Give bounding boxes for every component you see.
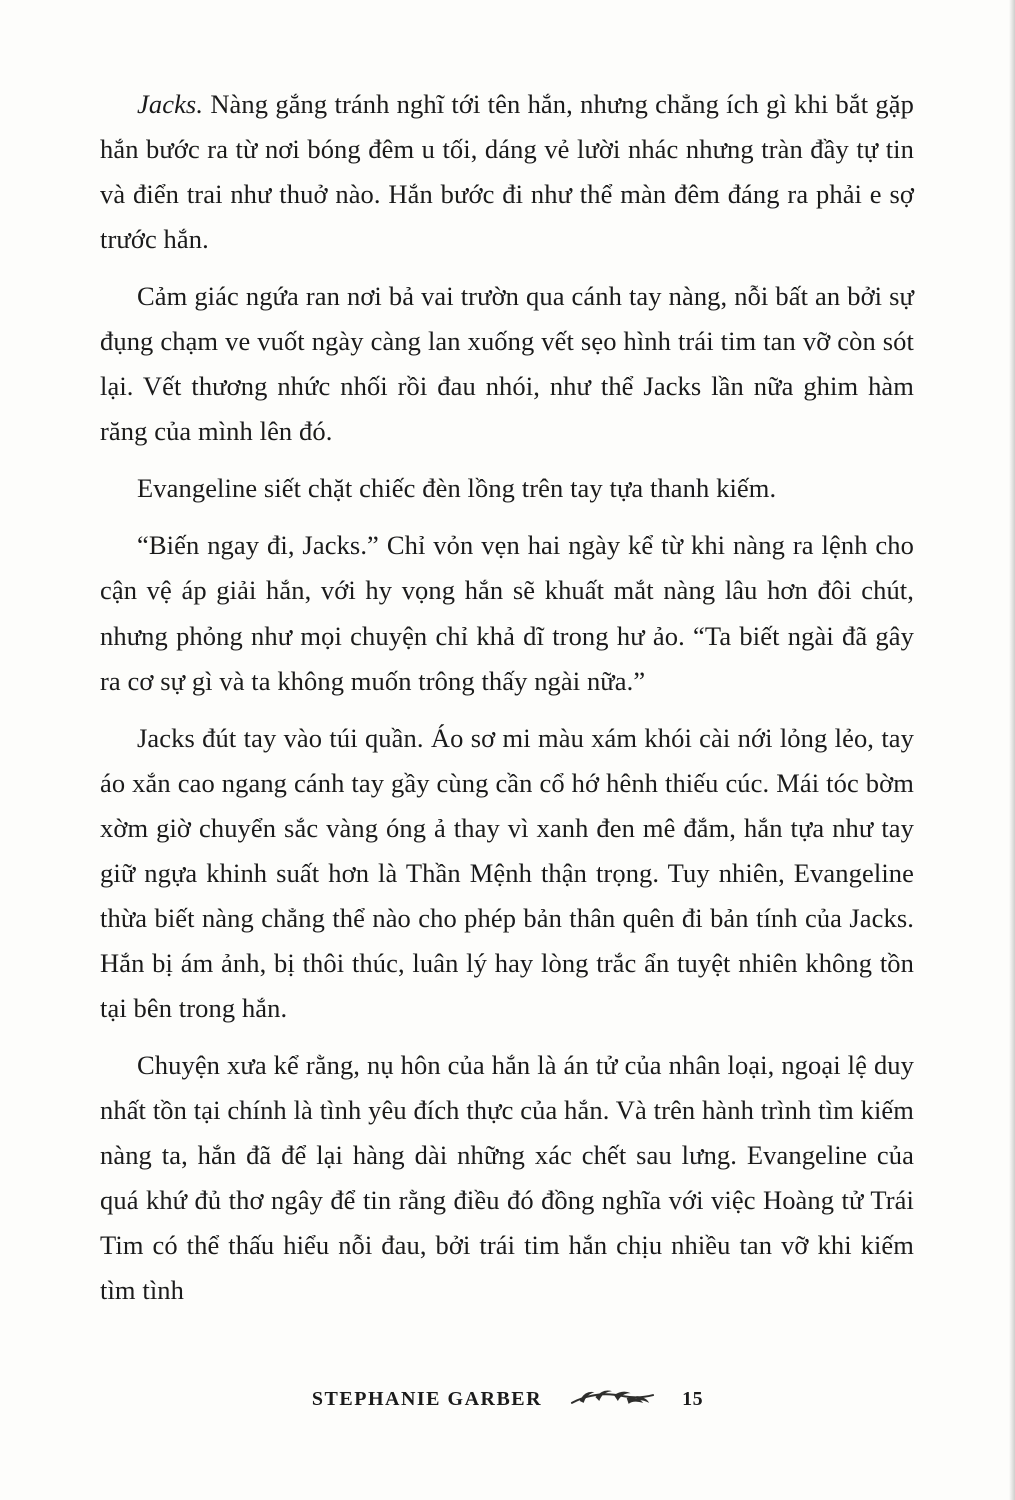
- paragraph: [100, 82, 914, 262]
- paragraph-text: Nàng gắng tránh nghĩ tới tên hắn, nhưng chẳng ích gì khi bắt gặp hắn bước ra từ nơi bóng đêm u tối, dáng vẻ lười nhác nhưng tràn đầy tự tin và điển trai như thuở nào. Hắn bước đi như thể màn đêm đáng ra phải e sợ trước hắn.: [100, 89, 914, 255]
- author-name: STEPHANIE GARBER: [311, 1387, 543, 1410]
- page-footer: [0, 1386, 1015, 1412]
- paragraph: [100, 523, 914, 703]
- leaf-flourish-icon: [568, 1386, 656, 1412]
- paragraph: [100, 274, 914, 454]
- paragraph: [100, 466, 914, 511]
- paragraph-text: Jacks đút tay vào túi quần. Áo sơ mi màu xám khói cài nới lỏng lẻo, tay áo xắn cao ngang cánh tay gầy cùng cần cổ hớ hênh thiếu cúc. Mái tóc bờm xờm giờ chuyển sắc vàng óng ả thay vì xanh đen mê đắm, hắn tựa như tay giữ ngựa khinh suất hơn là Thần Mệnh thận trọng. Tuy nhiên, Evangeline thừa biết nàng chẳng thể nào cho phép bản thân quên đi bản tính của Jacks. Hắn bị ám ảnh, bị thôi thúc, luân lý hay lòng trắc ẩn tuyệt nhiên không tồn tại bên trong hắn.: [100, 722, 914, 1023]
- paragraph-text: Evangeline siết chặt chiếc đèn lồng trên tay tựa thanh kiếm.: [137, 473, 777, 504]
- paragraph-text: Cảm giác ngứa ran nơi bả vai trườn qua cánh tay nàng, nỗi bất an bởi sự đụng chạm ve vuốt ngày càng lan xuống vết sẹo hình trái tim tan vỡ còn sót lại. Vết thương nhức nhối rồi đau nhói, như thể Jacks lần nữa ghim hàm răng của mình lên đó.: [100, 281, 914, 447]
- paragraph-text: “Biến ngay đi, Jacks.” Chỉ vỏn vẹn hai ngày kể từ khi nàng ra lệnh cho cận vệ áp giải hắn, với hy vọng hắn sẽ khuất mắt nàng lâu hơn đôi chút, nhưng phỏng như mọi chuyện chỉ khả dĩ trong hư ảo. “Ta biết ngài đã gây ra cơ sự gì và ta không muốn trông thấy ngài nữa.”: [100, 530, 914, 696]
- paragraph-text: Chuyện xưa kể rằng, nụ hôn của hắn là án tử của nhân loại, ngoại lệ duy nhất tồn tại chính là tình yêu đích thực của hắn. Và trên hành trình tìm kiếm nàng ta, hắn đã để lại hàng dài những xác chết sau lưng. Evangeline của quá khứ đủ thơ ngây để tin rằng điều đó đồng nghĩa với việc Hoàng tử Trái Tim có thể thấu hiểu nỗi đau, bởi trái tim hắn chịu nhiều tan vỡ khi kiếm tìm tình: [100, 1049, 914, 1306]
- paragraph-lead-italic: Jacks.: [137, 89, 204, 119]
- page-edge-shadow: [1009, 0, 1015, 1500]
- page-number: 15: [682, 1387, 704, 1410]
- paragraph: [100, 1043, 914, 1313]
- body-text: [100, 82, 914, 1325]
- paragraph: [100, 716, 914, 1031]
